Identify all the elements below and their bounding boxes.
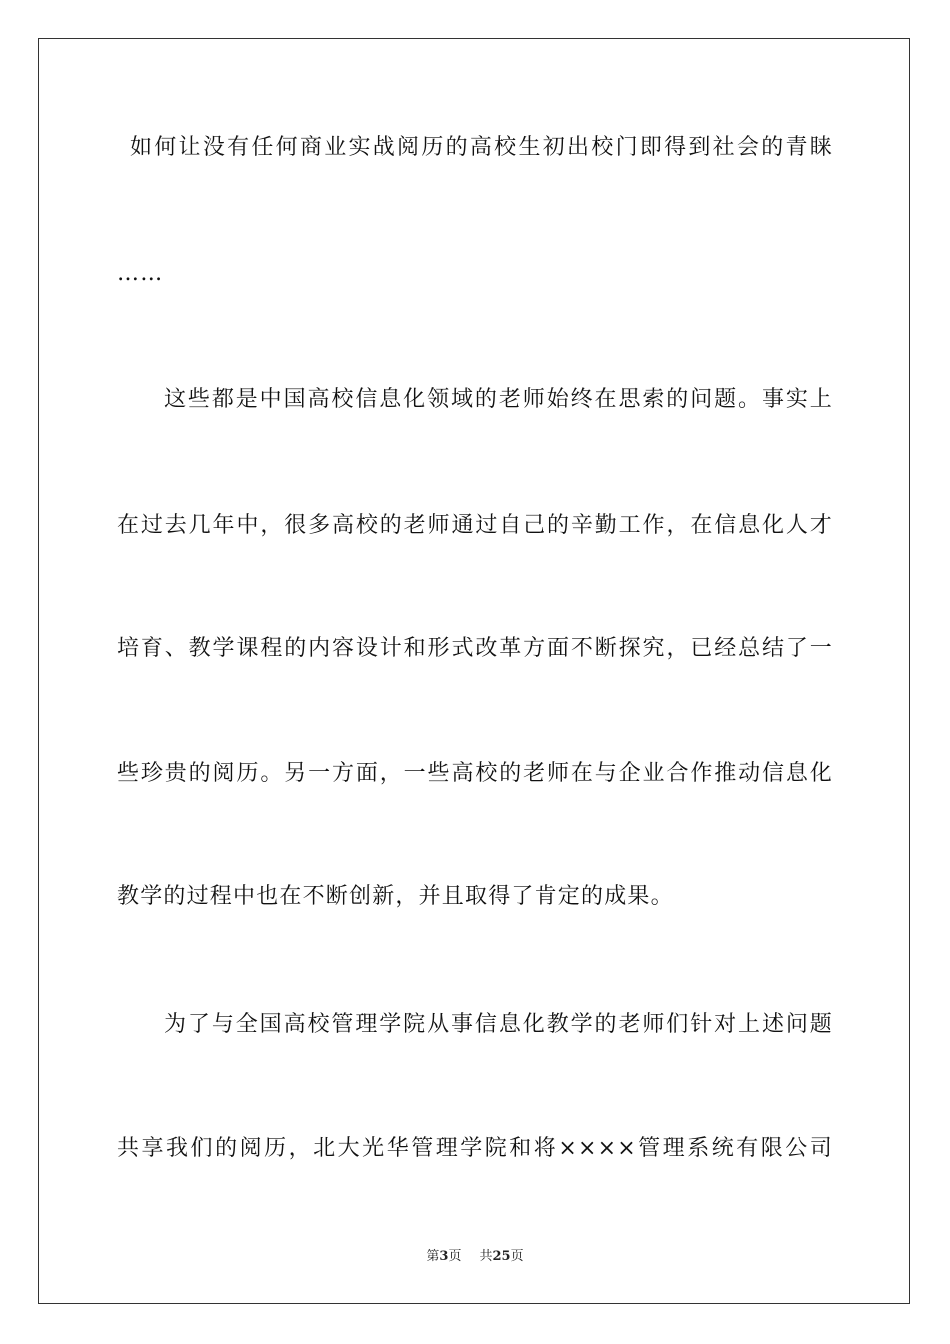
footer-page-number: 3 (439, 1249, 449, 1264)
text-line-4: 在过去几年中，很多高校的老师通过自己的辛勤工作，在信息化人才 (117, 513, 833, 538)
footer-page-suffix: 页 (448, 1249, 462, 1264)
footer-total-pages: 25 (492, 1249, 511, 1264)
footer-page-prefix: 第 (426, 1249, 440, 1264)
text-line-7: 教学的过程中也在不断创新，并且取得了肯定的成果。 (117, 884, 674, 909)
text-line-8: 为了与全国高校管理学院从事信息化教学的老师们针对上述问题 (164, 1012, 833, 1037)
text-line-3: 这些都是中国高校信息化领域的老师始终在思索的问题。事实上 (164, 387, 833, 412)
footer-total-suffix: 页 (510, 1249, 524, 1264)
footer-total-prefix: 共 (479, 1249, 493, 1264)
page-border (38, 38, 910, 1304)
text-line-1: 如何让没有任何商业实战阅历的高校生初出校门即得到社会的青睐 (130, 135, 833, 160)
text-line-5: 培育、教学课程的内容设计和形式改革方面不断探究，已经总结了一 (117, 636, 833, 661)
text-line-9: 共享我们的阅历，北大光华管理学院和将××××管理系统有限公司 (117, 1136, 833, 1161)
text-line-6: 些珍贵的阅历。另一方面，一些高校的老师在与企业合作推动信息化 (117, 761, 833, 786)
page-footer (0, 1248, 950, 1266)
text-line-2: …… (117, 261, 164, 286)
